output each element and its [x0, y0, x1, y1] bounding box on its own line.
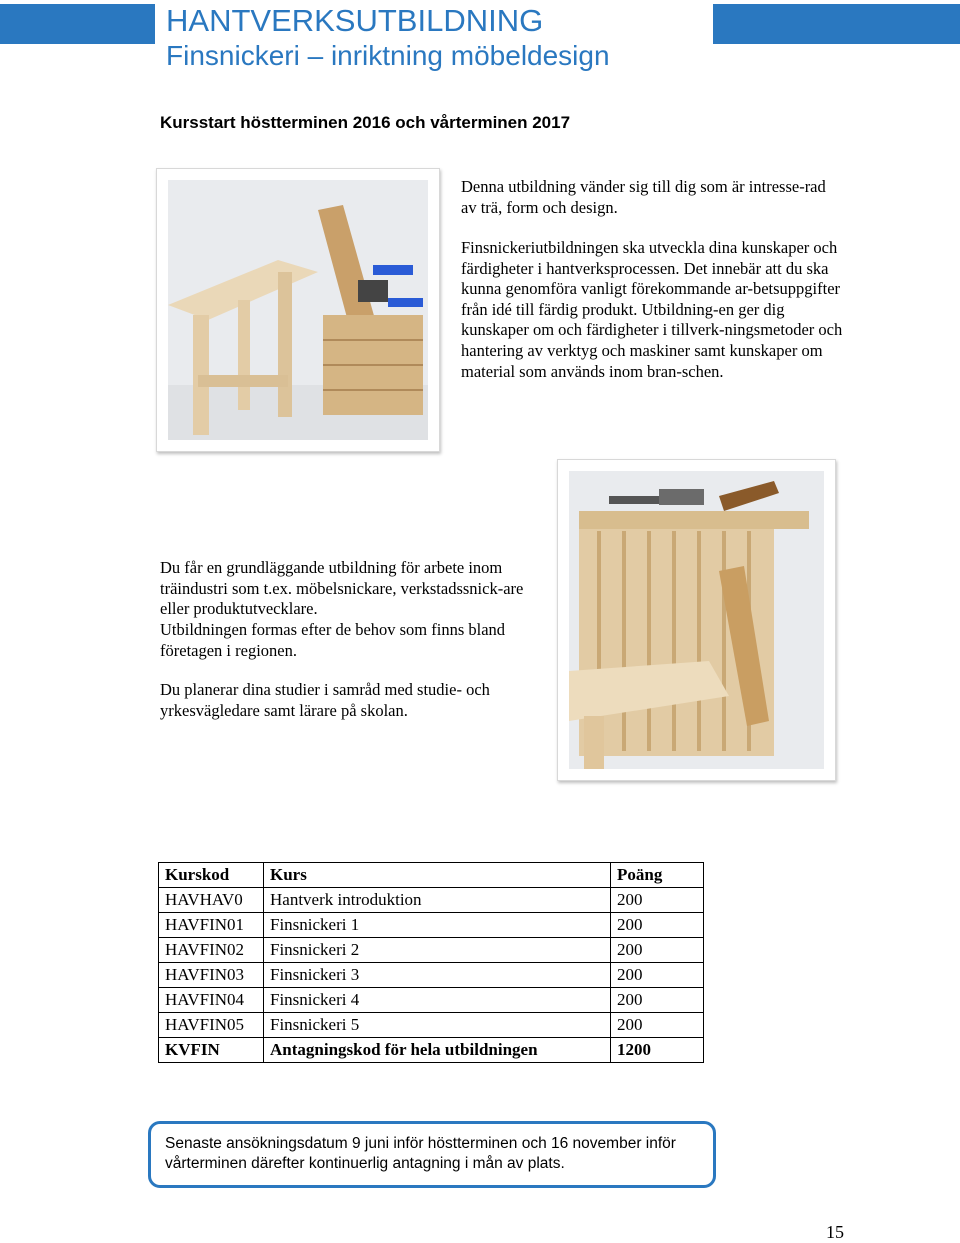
- intro-paragraph: Denna utbildning vänder sig till dig som är intresse-rad av trä, form och design.: [461, 177, 826, 217]
- table-total-row: [159, 1038, 704, 1063]
- page-title: HANTVERKSUTBILDNING: [166, 3, 544, 38]
- photo-stool-and-crate: [156, 168, 440, 452]
- course-code: HAVFIN03: [159, 963, 264, 988]
- course-points: 200: [611, 963, 704, 988]
- header-bar-right: [713, 4, 960, 44]
- course-code: HAVFIN04: [159, 988, 264, 1013]
- course-name: Finsnickeri 1: [264, 913, 611, 938]
- table-row: [159, 988, 704, 1013]
- header-bar-left: [0, 4, 155, 44]
- work-paragraph: Du får en grundläggande utbildning för arbete inom träindustri som t.ex. möbelsnickare, verkstadssnick-are eller produktutvecklare.: [160, 558, 524, 619]
- course-name: Finsnickeri 2: [264, 938, 611, 963]
- planning-paragraph: Du planerar dina studier i samråd med studie- och yrkesvägledare samt lärare på skolan.: [160, 680, 490, 720]
- course-name: Finsnickeri 5: [264, 1013, 611, 1038]
- table-row: [159, 938, 704, 963]
- course-code: HAVFIN05: [159, 1013, 264, 1038]
- deadline-note: Senaste ansökningsdatum 9 juni inför höstterminen och 16 november inför vårterminen därefter kontinuerlig antagning i mån av plats.: [148, 1121, 716, 1188]
- course-points: 200: [611, 888, 704, 913]
- course-start-heading: Kursstart höstterminen 2016 och vårterminen 2017: [160, 113, 571, 132]
- course-points: 200: [611, 913, 704, 938]
- course-name: Finsnickeri 4: [264, 988, 611, 1013]
- total-code: KVFIN: [159, 1038, 264, 1063]
- course-code: HAVHAV0: [159, 888, 264, 913]
- total-name: Antagningskod för hela utbildningen: [264, 1038, 611, 1063]
- description-paragraph: Finsnickeriutbildningen ska utveckla dina kunskaper och färdigheter i hantverksprocessen. Det innebär att du ska kunna genomföra vanligt förekommande ar-betsuppgifter från idé till färdig produkt. Utbildning-en ger dig kunskaper om och färdigheter i tillverk-ningsmetoder och hantering av verktyg och maskiner samt kunskaper om material som används inom bran-schen.: [461, 238, 843, 381]
- table-row: [159, 888, 704, 913]
- table-row: [159, 963, 704, 988]
- course-name: Hantverk introduktion: [264, 888, 611, 913]
- table-header-row: [159, 863, 704, 888]
- course-code: HAVFIN02: [159, 938, 264, 963]
- course-points: 200: [611, 988, 704, 1013]
- photo-table-and-crate: [557, 459, 836, 781]
- course-points: 200: [611, 1013, 704, 1038]
- course-name: Finsnickeri 3: [264, 963, 611, 988]
- course-points: 200: [611, 938, 704, 963]
- page-number: 15: [826, 1222, 844, 1242]
- header-course: Kurs: [264, 863, 611, 888]
- course-table: [158, 862, 704, 1063]
- header-code: Kurskod: [159, 863, 264, 888]
- needs-paragraph: Utbildningen formas efter de behov som finns bland företagen i regionen.: [160, 620, 506, 660]
- total-points: 1200: [611, 1038, 704, 1063]
- page-subtitle: Finsnickeri – inriktning möbeldesign: [166, 40, 610, 71]
- table-row: [159, 1013, 704, 1038]
- table-row: [159, 913, 704, 938]
- header-points: Poäng: [611, 863, 704, 888]
- course-code: HAVFIN01: [159, 913, 264, 938]
